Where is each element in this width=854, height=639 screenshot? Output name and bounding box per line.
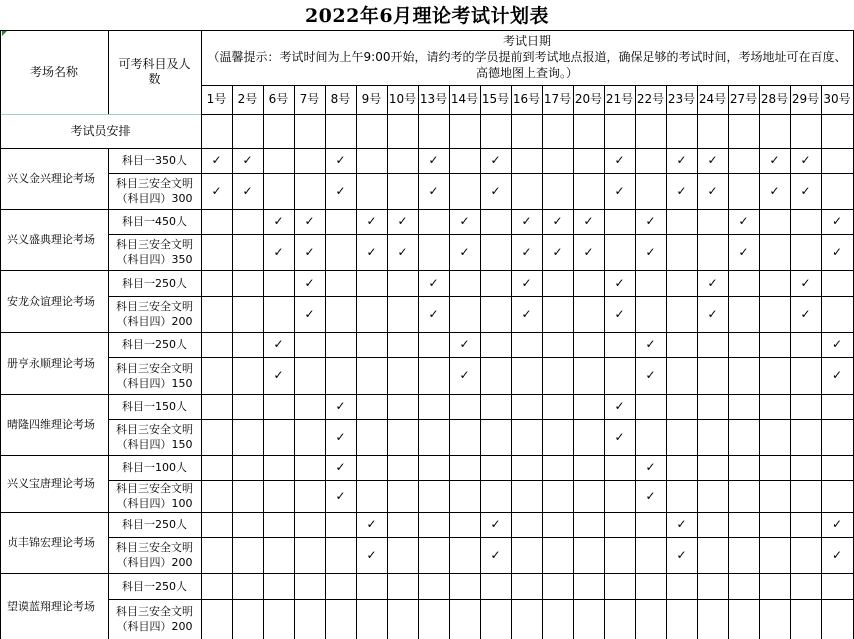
- grid-line: [821, 85, 822, 639]
- grid-line: [511, 85, 512, 639]
- check-mark: ✓: [800, 306, 811, 321]
- grid-line: [0, 30, 1, 639]
- check-mark: ✓: [831, 517, 843, 531]
- day-header-1: 1号: [206, 92, 227, 106]
- check-mark: ✓: [676, 183, 687, 198]
- grid-line: [666, 85, 667, 639]
- date-header: [201, 30, 853, 85]
- check-mark: ✓: [335, 183, 346, 198]
- check-mark: ✓: [490, 183, 501, 198]
- grid-line: [697, 85, 698, 639]
- day-header-16: 23号: [667, 92, 696, 106]
- check-mark: ✓: [614, 153, 625, 167]
- subject-capacity: 科目一150人: [122, 400, 187, 413]
- day-header-11: 16号: [512, 92, 541, 106]
- grid-line: [418, 85, 419, 639]
- subject-capacity: 科目三安全文明（科目四）150: [116, 361, 193, 390]
- check-mark: ✓: [831, 547, 843, 562]
- check-mark: ✓: [335, 460, 346, 474]
- check-mark: ✓: [304, 244, 315, 259]
- site-name: 晴隆四维理论考场: [7, 418, 95, 431]
- grid-line: [542, 85, 543, 639]
- day-header-15: 22号: [636, 92, 665, 106]
- day-header-8: 13号: [419, 92, 448, 106]
- grid-line: [294, 85, 295, 639]
- check-mark: ✓: [211, 153, 222, 167]
- day-header-13: 20号: [574, 92, 603, 106]
- day-header-19: 28号: [760, 92, 789, 106]
- check-mark: ✓: [769, 183, 780, 198]
- check-mark: ✓: [614, 183, 625, 198]
- check-mark: ✓: [366, 517, 377, 531]
- check-mark: ✓: [428, 183, 439, 198]
- check-mark: ✓: [738, 244, 749, 259]
- check-mark: ✓: [242, 183, 253, 198]
- grid-line: [604, 85, 605, 639]
- check-mark: ✓: [676, 547, 687, 562]
- grid-line: [790, 85, 791, 639]
- day-header-20: 29号: [791, 92, 820, 106]
- check-mark: ✓: [521, 275, 532, 290]
- check-mark: ✓: [366, 547, 377, 562]
- check-mark: ✓: [614, 399, 625, 413]
- grid-line: [449, 85, 450, 639]
- site-name: 安龙众谊理论考场: [7, 294, 95, 308]
- check-mark: ✓: [831, 244, 843, 259]
- check-mark: ✓: [552, 244, 563, 259]
- check-mark: ✓: [800, 183, 811, 198]
- check-mark: ✓: [521, 244, 532, 259]
- subject-capacity: 科目一250人: [122, 338, 187, 351]
- grid-line: [108, 148, 109, 639]
- subject-capacity: 科目一450人: [122, 215, 187, 228]
- check-mark: ✓: [707, 183, 718, 198]
- day-header-10: 15号: [481, 92, 510, 106]
- grid-line: [356, 85, 357, 639]
- subject-capacity: 科目三安全文明（科目四）200: [116, 541, 193, 569]
- check-mark: ✓: [459, 368, 470, 382]
- check-mark: ✓: [273, 214, 284, 228]
- subject-capacity: 科目三安全文明（科目四）150: [116, 423, 193, 451]
- check-mark: ✓: [645, 244, 656, 259]
- check-mark: ✓: [645, 368, 656, 382]
- day-header-6: 9号: [361, 92, 382, 106]
- check-mark: ✓: [428, 275, 439, 290]
- examiner-label: 考试员安排: [70, 123, 131, 138]
- check-mark: ✓: [800, 275, 811, 290]
- check-mark: ✓: [583, 244, 594, 259]
- check-mark: ✓: [459, 214, 470, 228]
- grid-line: [232, 85, 233, 639]
- grid-line: [759, 85, 760, 639]
- check-mark: ✓: [304, 214, 315, 228]
- grid-line: [325, 85, 326, 639]
- grid-line: [201, 30, 202, 639]
- check-mark: ✓: [831, 214, 843, 228]
- subject-capacity: 科目一100人: [122, 461, 187, 474]
- check-mark: ✓: [335, 488, 346, 503]
- day-header-7: 10号: [388, 92, 417, 106]
- check-mark: ✓: [273, 244, 284, 259]
- subject-capacity: 科目一250人: [122, 276, 187, 290]
- check-mark: ✓: [738, 214, 749, 228]
- grid-line: [0, 332, 853, 333]
- check-mark: ✓: [366, 214, 377, 228]
- grid-line: [201, 114, 853, 115]
- check-mark: ✓: [707, 153, 718, 167]
- check-mark: ✓: [304, 275, 315, 290]
- subject-capacity: 科目一250人: [122, 579, 187, 593]
- site-name: 册亨永顺理论考场: [7, 356, 95, 370]
- check-mark: ✓: [676, 517, 687, 531]
- site-name-header: 考场名称: [29, 64, 78, 79]
- check-mark: ✓: [490, 547, 501, 562]
- day-header-9: 14号: [450, 92, 479, 106]
- site-name: 贞丰锦宏理论考场: [7, 536, 95, 549]
- check-mark: ✓: [335, 153, 346, 167]
- check-mark: ✓: [769, 153, 780, 167]
- grid-line: [108, 30, 109, 114]
- check-mark: ✓: [273, 337, 284, 351]
- check-mark: ✓: [645, 337, 656, 351]
- check-mark: ✓: [676, 153, 687, 167]
- subject-capacity: 科目一250人: [122, 518, 187, 531]
- check-mark: ✓: [707, 306, 718, 321]
- day-header-17: 24号: [698, 92, 727, 106]
- check-mark: ✓: [707, 275, 718, 290]
- subject-capacity: 科目一350人: [122, 154, 187, 167]
- check-mark: ✓: [614, 429, 625, 444]
- site-name: 兴义金兴理论考场: [7, 172, 95, 185]
- check-mark: ✓: [831, 368, 843, 382]
- grid-line: [480, 85, 481, 639]
- grid-line: [263, 85, 264, 639]
- check-mark: ✓: [490, 517, 501, 531]
- check-mark: ✓: [428, 306, 439, 321]
- grid-line: [0, 209, 853, 210]
- check-mark: ✓: [614, 275, 625, 290]
- subject-capacity: 科目三安全文明（科目四）300: [116, 177, 193, 205]
- check-mark: ✓: [459, 244, 470, 259]
- grid-line: [0, 573, 853, 574]
- check-mark: ✓: [645, 214, 656, 228]
- grid-line: [728, 85, 729, 639]
- check-mark: ✓: [583, 214, 594, 228]
- grid-line: [0, 148, 853, 149]
- check-mark: ✓: [242, 153, 253, 167]
- check-mark: ✓: [614, 306, 625, 321]
- check-mark: ✓: [428, 153, 439, 167]
- site-name: 兴义盛典理论考场: [7, 233, 95, 246]
- grid-line: [0, 114, 201, 115]
- check-mark: ✓: [521, 306, 532, 321]
- day-header-14: 21号: [605, 92, 634, 106]
- capacity-header: 可考科目及人数: [118, 57, 191, 86]
- check-mark: ✓: [335, 429, 346, 444]
- check-mark: ✓: [211, 183, 222, 198]
- subject-capacity: 科目三安全文明（科目四）100: [116, 482, 193, 510]
- grid-line: [0, 512, 853, 513]
- check-mark: ✓: [552, 214, 563, 228]
- check-mark: ✓: [397, 244, 408, 259]
- subject-capacity: 科目三安全文明（科目四）200: [116, 300, 193, 328]
- grid-line: [0, 270, 853, 271]
- check-mark: ✓: [273, 368, 284, 382]
- day-header-4: 7号: [299, 92, 320, 106]
- date-label: 考试日期: [502, 34, 551, 48]
- grid-line: [387, 85, 388, 639]
- check-mark: ✓: [459, 337, 470, 351]
- exam-hint: （温馨提示：考试时间为上午9:00开始，请约考的学员提前到考试地点报道，确保足够的考试时间，考场地址可在百度、高德地图上查询。）: [207, 50, 847, 80]
- day-header-12: 17号: [543, 92, 572, 106]
- grid-line: [0, 394, 853, 395]
- check-mark: ✓: [831, 337, 843, 351]
- check-mark: ✓: [335, 399, 346, 413]
- check-mark: ✓: [800, 153, 811, 167]
- check-mark: ✓: [366, 244, 377, 259]
- day-header-21: 30号: [823, 92, 851, 106]
- day-header-18: 27号: [729, 92, 758, 106]
- day-header-3: 6号: [268, 92, 289, 106]
- check-mark: ✓: [304, 306, 315, 321]
- check-mark: ✓: [397, 214, 408, 228]
- check-mark: ✓: [521, 214, 532, 228]
- site-name: 望谟蓝翔理论考场: [7, 599, 95, 613]
- day-header-2: 2号: [237, 92, 258, 106]
- grid-line: [0, 30, 854, 31]
- grid-line: [201, 85, 853, 86]
- subject-capacity: 科目三安全文明（科目四）200: [116, 605, 193, 633]
- grid-line: [0, 455, 853, 456]
- grid-line: [635, 85, 636, 639]
- day-header-5: 8号: [330, 92, 351, 106]
- site-name: 兴义宝唐理论考场: [7, 477, 95, 490]
- check-mark: ✓: [645, 488, 656, 503]
- check-mark: ✓: [645, 460, 656, 474]
- grid-line: [573, 85, 574, 639]
- sheet-title: 2022年6月理论考试计划表: [304, 5, 550, 27]
- subject-capacity: 科目三安全文明（科目四）350: [116, 238, 193, 266]
- check-mark: ✓: [490, 153, 501, 167]
